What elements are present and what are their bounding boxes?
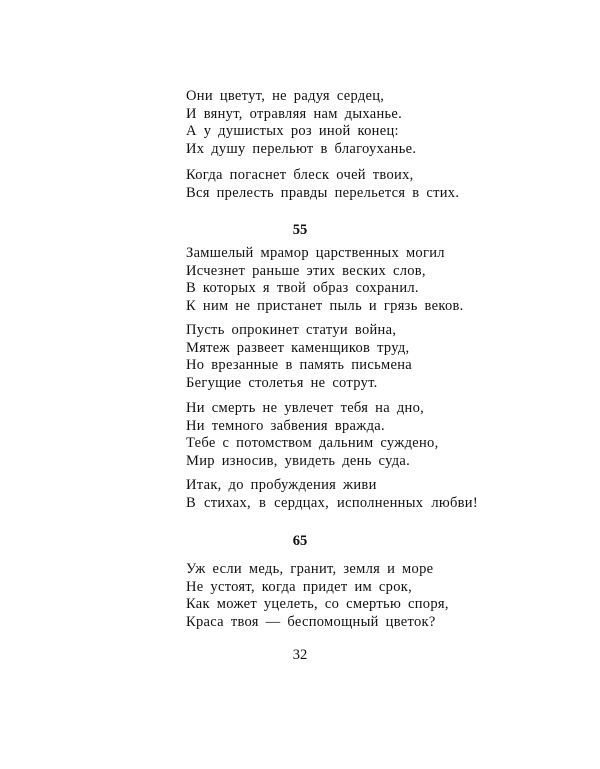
verse-line: Когда погаснет блеск очей твоих, [186,167,414,183]
sonnet-number-55: 55 [292,222,308,238]
verse-line: В которых я твой образ сохранил. [186,280,419,296]
verse-line: Их душу перельют в благоуханье. [186,140,417,157]
verse-line: Уж если медь, гранит, земля и море [186,561,434,577]
verse-line: Замшелый мрамор царственных могил [186,245,445,261]
verse-line: Мятеж развеет каменщиков труд, [186,339,410,356]
verse-line: А у душистых роз иной конец: [186,123,399,139]
verse-line: Ни темного забвения вражда. [186,417,385,434]
verse-line: Они цветут, не радуя сердец, [186,88,385,104]
verse-line: Вся прелесть правды перельется в стих. [186,184,460,201]
verse-line: Краса твоя — беспомощный цветок? [186,613,436,630]
verse-line: Ни смерть не увлечет тебя на дно, [186,400,425,416]
verse-line: К ним не пристанет пыль и грязь веков. [186,297,464,314]
stanza-top-couplet [186,167,486,202]
verse-line: Пусть опрокинет статуи война, [186,322,397,338]
verse-line: Как может уцелеть, со смертью споря, [186,596,449,612]
stanza-top-1 [186,88,486,158]
verse-line: Не устоят, когда придет им срок, [186,578,413,595]
verse-line: Тебе с потомством дальним суждено, [186,435,439,451]
verse-line: В стихах, в сердцах, исполненных любви! [186,494,478,511]
sonnet-65-stanza-1 [186,561,486,631]
verse-line: Итак, до пробуждения живи [186,477,377,493]
sonnet-55-stanza-2 [186,322,486,392]
verse-line: Мир износив, увидеть день суда. [186,452,411,469]
verse-line: Но врезанные в память письмена [186,357,413,373]
verse-line: Бегущие столетья не сотрут. [186,374,378,391]
page-number: 32 [292,647,308,663]
verse-line: И вянут, отравляя нам дыханье. [186,105,403,122]
sonnet-55-stanza-1 [186,245,486,315]
verse-line: Исчезнет раньше этих веских слов, [186,262,426,279]
sonnet-number-65: 65 [292,533,308,549]
sonnet-55-stanza-3 [186,400,486,470]
sonnet-55-couplet [186,477,486,512]
